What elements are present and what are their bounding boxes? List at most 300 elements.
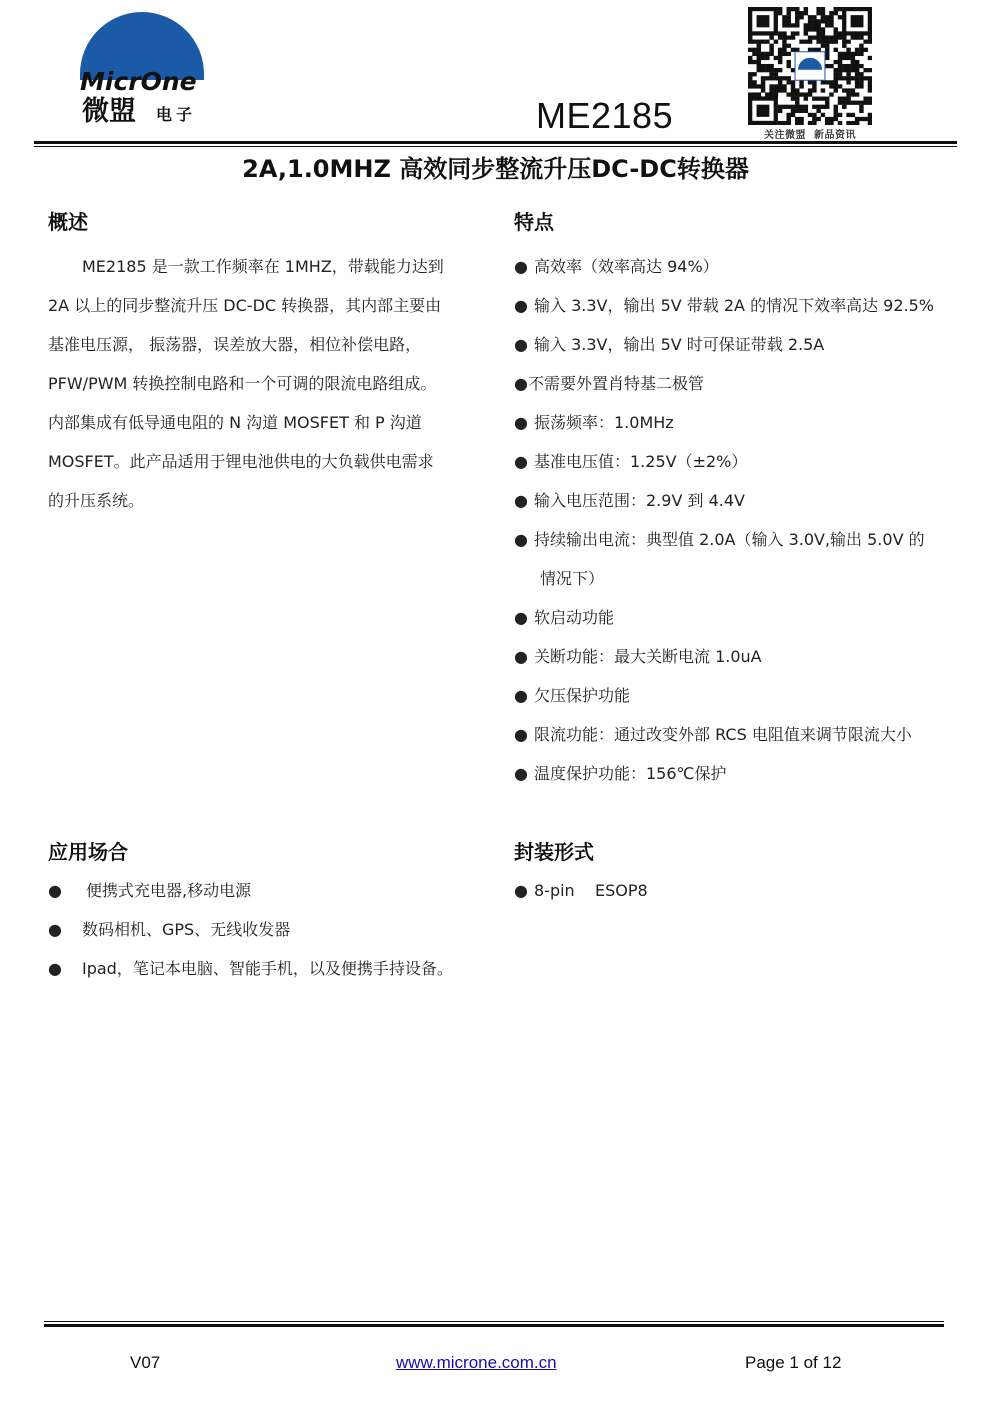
qr-module bbox=[846, 72, 850, 76]
bullet: ● bbox=[48, 920, 62, 939]
qr-module bbox=[838, 84, 842, 88]
package-item bbox=[514, 880, 648, 902]
qr-module bbox=[812, 15, 816, 19]
qr-module bbox=[868, 76, 872, 80]
overview-line: ME2185 是一款工作频率在 1MHZ，带载能力达到 bbox=[82, 257, 444, 276]
qr-module bbox=[834, 40, 838, 44]
qr-module bbox=[846, 56, 850, 60]
qr-module bbox=[748, 35, 752, 39]
qr-module bbox=[842, 52, 846, 56]
feature-item-continuation bbox=[540, 568, 604, 590]
bullet: ● bbox=[48, 959, 62, 978]
qr-module bbox=[842, 101, 846, 105]
qr-module bbox=[774, 40, 778, 44]
qr-module bbox=[782, 76, 786, 80]
qr-module bbox=[782, 23, 786, 27]
qr-module bbox=[842, 35, 846, 39]
qr-module bbox=[757, 64, 761, 68]
qr-module bbox=[752, 48, 756, 52]
qr-module bbox=[846, 68, 850, 72]
qr-module bbox=[799, 117, 803, 121]
qr-module bbox=[838, 101, 842, 105]
bullet: ● bbox=[514, 257, 528, 276]
qr-module bbox=[859, 101, 863, 105]
qr-module bbox=[859, 52, 863, 56]
qr-module bbox=[795, 19, 799, 23]
qr-module bbox=[791, 23, 795, 27]
footer-page-number: Page 1 of 12 bbox=[745, 1353, 842, 1372]
qr-module bbox=[838, 35, 842, 39]
feature-text: 输入 3.3V，输出 5V 带载 2A 的情况下效率高达 92.5% bbox=[534, 296, 934, 315]
feature-text: 关断功能：最大关断电流 1.0uA bbox=[534, 647, 762, 666]
qr-module bbox=[778, 56, 782, 60]
qr-module bbox=[859, 44, 863, 48]
qr-module bbox=[786, 44, 790, 48]
qr-module bbox=[846, 80, 850, 84]
qr-module bbox=[851, 92, 855, 96]
qr-module bbox=[761, 80, 765, 84]
qr-module bbox=[804, 7, 808, 11]
qr-module bbox=[757, 92, 761, 96]
qr-module bbox=[786, 7, 790, 11]
qr-module bbox=[752, 80, 756, 84]
qr-module bbox=[804, 92, 808, 96]
qr-module bbox=[842, 40, 846, 44]
qr-module bbox=[774, 72, 778, 76]
qr-module bbox=[804, 11, 808, 15]
qr-module bbox=[863, 117, 867, 121]
qr-module bbox=[786, 19, 790, 23]
qr-module bbox=[786, 80, 790, 84]
qr-module bbox=[821, 27, 825, 31]
qr-module bbox=[859, 109, 863, 113]
qr-module bbox=[799, 80, 803, 84]
qr-module bbox=[838, 7, 842, 11]
header-rule-top bbox=[34, 141, 957, 144]
qr-module bbox=[846, 92, 850, 96]
qr-module bbox=[808, 92, 812, 96]
qr-module bbox=[863, 48, 867, 52]
qr-module bbox=[808, 121, 812, 125]
qr-module bbox=[799, 11, 803, 15]
qr-module bbox=[765, 68, 769, 72]
qr-module bbox=[778, 105, 782, 109]
qr-module bbox=[851, 56, 855, 60]
qr-module bbox=[838, 52, 842, 56]
qr-module bbox=[791, 97, 795, 101]
bullet: ● bbox=[514, 296, 528, 315]
qr-module bbox=[786, 113, 790, 117]
qr-module bbox=[816, 40, 820, 44]
qr-module bbox=[834, 109, 838, 113]
qr-module bbox=[855, 84, 859, 88]
qr-module bbox=[748, 40, 752, 44]
qr-module bbox=[825, 44, 829, 48]
qr-module bbox=[842, 44, 846, 48]
qr-module bbox=[834, 72, 838, 76]
qr-module bbox=[816, 19, 820, 23]
qr-module bbox=[851, 35, 855, 39]
feature-text: 限流功能：通过改变外部 RCS 电阻值来调节限流大小 bbox=[534, 725, 912, 744]
qr-module bbox=[863, 76, 867, 80]
qr-module bbox=[795, 88, 799, 92]
qr-module bbox=[774, 76, 778, 80]
qr-module bbox=[812, 117, 816, 121]
qr-module bbox=[761, 52, 765, 56]
feature-item bbox=[514, 685, 630, 707]
bullet: ● bbox=[514, 725, 528, 744]
qr-module bbox=[851, 60, 855, 64]
qr-module bbox=[842, 76, 846, 80]
qr-module bbox=[863, 97, 867, 101]
features-heading: 特点 bbox=[514, 210, 554, 234]
qr-module bbox=[821, 113, 825, 117]
qr-module bbox=[799, 105, 803, 109]
qr-module bbox=[757, 84, 761, 88]
qr-module bbox=[752, 92, 756, 96]
qr-module bbox=[752, 60, 756, 64]
qr-module bbox=[816, 97, 820, 101]
qr-module bbox=[778, 109, 782, 113]
qr-module bbox=[752, 72, 756, 76]
qr-module bbox=[868, 121, 872, 125]
qr-module bbox=[769, 64, 773, 68]
qr-code[interactable] bbox=[748, 7, 872, 125]
qr-module bbox=[778, 88, 782, 92]
application-text: Ipad，笔记本电脑、智能手机，以及便携手持设备。 bbox=[82, 959, 453, 978]
bullet: ● bbox=[514, 335, 528, 354]
qr-module bbox=[786, 35, 790, 39]
qr-module bbox=[834, 117, 838, 121]
qr-module bbox=[808, 113, 812, 117]
qr-module bbox=[842, 64, 846, 68]
qr-module bbox=[851, 88, 855, 92]
feature-item bbox=[514, 334, 824, 356]
qr-module bbox=[825, 23, 829, 27]
qr-module bbox=[851, 76, 855, 80]
qr-module bbox=[868, 40, 872, 44]
qr-module bbox=[795, 101, 799, 105]
qr-module bbox=[769, 88, 773, 92]
footer-website-link[interactable]: www.microne.com.cn bbox=[396, 1353, 557, 1372]
qr-module bbox=[821, 19, 825, 23]
qr-module bbox=[804, 40, 808, 44]
qr-module bbox=[791, 92, 795, 96]
qr-module bbox=[812, 84, 816, 88]
qr-module bbox=[808, 15, 812, 19]
qr-module bbox=[834, 113, 838, 117]
qr-module bbox=[757, 44, 761, 48]
qr-module bbox=[786, 15, 790, 19]
qr-module bbox=[769, 84, 773, 88]
qr-module bbox=[761, 84, 765, 88]
qr-module bbox=[786, 23, 790, 27]
qr-module bbox=[791, 7, 795, 11]
feature-item bbox=[514, 724, 912, 746]
qr-module bbox=[816, 11, 820, 15]
qr-module bbox=[851, 113, 855, 117]
qr-module bbox=[748, 72, 752, 76]
overview-heading: 概述 bbox=[48, 210, 88, 234]
qr-module bbox=[838, 15, 842, 19]
qr-module bbox=[769, 52, 773, 56]
qr-module bbox=[761, 64, 765, 68]
qr-module bbox=[769, 44, 773, 48]
qr-module bbox=[786, 105, 790, 109]
qr-module bbox=[868, 56, 872, 60]
qr-module bbox=[778, 52, 782, 56]
qr-module bbox=[804, 105, 808, 109]
model-number: ME2185 bbox=[536, 95, 674, 136]
qr-module bbox=[868, 88, 872, 92]
qr-module bbox=[765, 56, 769, 60]
qr-module bbox=[829, 84, 833, 88]
feature-text: 输入电压范围：2.9V 到 4.4V bbox=[534, 491, 745, 510]
qr-module bbox=[829, 19, 833, 23]
feature-item bbox=[514, 646, 762, 668]
footer-version: V07 bbox=[130, 1353, 161, 1372]
qr-module bbox=[769, 92, 773, 96]
qr-module bbox=[825, 56, 829, 60]
qr-module bbox=[842, 56, 846, 60]
qr-module bbox=[842, 105, 846, 109]
qr-module bbox=[825, 64, 829, 68]
feature-text: 情况下） bbox=[540, 569, 605, 588]
qr-module bbox=[859, 84, 863, 88]
qr-finder-center bbox=[851, 15, 864, 27]
qr-module bbox=[834, 48, 838, 52]
qr-module bbox=[795, 92, 799, 96]
bullet: ● bbox=[48, 881, 62, 900]
qr-module bbox=[808, 23, 812, 27]
qr-module bbox=[812, 121, 816, 125]
qr-module bbox=[791, 105, 795, 109]
qr-module bbox=[757, 52, 761, 56]
qr-module bbox=[765, 40, 769, 44]
qr-module bbox=[821, 7, 825, 11]
qr-module bbox=[748, 56, 752, 60]
qr-module bbox=[838, 68, 842, 72]
qr-module bbox=[855, 64, 859, 68]
qr-module bbox=[795, 11, 799, 15]
qr-module bbox=[842, 88, 846, 92]
qr-module bbox=[812, 23, 816, 27]
qr-module bbox=[821, 44, 825, 48]
qr-module bbox=[812, 35, 816, 39]
qr-module bbox=[868, 97, 872, 101]
qr-module bbox=[868, 117, 872, 121]
qr-module bbox=[846, 64, 850, 68]
qr-module bbox=[752, 52, 756, 56]
qr-module bbox=[748, 76, 752, 80]
qr-module bbox=[829, 64, 833, 68]
qr-module bbox=[834, 80, 838, 84]
qr-module bbox=[757, 68, 761, 72]
qr-module bbox=[829, 23, 833, 27]
qr-module bbox=[799, 40, 803, 44]
qr-module bbox=[778, 84, 782, 88]
bullet: ● bbox=[514, 686, 528, 705]
qr-module bbox=[778, 68, 782, 72]
qr-module bbox=[778, 60, 782, 64]
svg-text:微盟: 微盟 bbox=[82, 96, 136, 127]
svg-text:MicrOne: MicrOne bbox=[80, 67, 197, 96]
overview-line: 基准电压源， 振荡器，误差放大器，相位补偿电路， bbox=[48, 335, 422, 354]
qr-module bbox=[774, 92, 778, 96]
qr-module bbox=[804, 23, 808, 27]
application-item bbox=[48, 919, 290, 941]
qr-module bbox=[782, 31, 786, 35]
microne-logo-graphic bbox=[76, 8, 208, 128]
qr-module bbox=[812, 80, 816, 84]
qr-module bbox=[846, 121, 850, 125]
qr-module bbox=[812, 113, 816, 117]
qr-module bbox=[859, 48, 863, 52]
qr-module bbox=[855, 52, 859, 56]
qr-module bbox=[799, 15, 803, 19]
qr-module bbox=[829, 40, 833, 44]
qr-module bbox=[786, 64, 790, 68]
header-rule-bottom bbox=[34, 146, 957, 147]
bullet: ● bbox=[514, 530, 528, 549]
qr-module bbox=[752, 40, 756, 44]
qr-module bbox=[829, 35, 833, 39]
qr-module bbox=[834, 35, 838, 39]
qr-module bbox=[829, 15, 833, 19]
qr-module bbox=[757, 56, 761, 60]
qr-module bbox=[778, 48, 782, 52]
qr-module bbox=[812, 105, 816, 109]
qr-module bbox=[855, 117, 859, 121]
qr-module bbox=[838, 76, 842, 80]
qr-module bbox=[829, 80, 833, 84]
qr-module bbox=[846, 101, 850, 105]
overview-line: PFW/PWM 转换控制电路和一个可调的限流电路组成。 bbox=[48, 374, 437, 393]
qr-module bbox=[855, 68, 859, 72]
qr-module bbox=[851, 68, 855, 72]
qr-module bbox=[855, 60, 859, 64]
qr-module bbox=[795, 15, 799, 19]
qr-module bbox=[774, 84, 778, 88]
qr-module bbox=[808, 40, 812, 44]
qr-module bbox=[855, 48, 859, 52]
qr-module bbox=[834, 68, 838, 72]
qr-module bbox=[804, 97, 808, 101]
qr-module bbox=[868, 113, 872, 117]
company-logo bbox=[76, 8, 208, 128]
document-title: 2A,1.0MHZ 高效同步整流升压DC-DC转换器 bbox=[242, 155, 749, 183]
qr-module bbox=[859, 64, 863, 68]
qr-module bbox=[829, 92, 833, 96]
qr-module bbox=[761, 68, 765, 72]
qr-module bbox=[825, 117, 829, 121]
qr-module bbox=[791, 88, 795, 92]
package-text: 8-pin ESOP8 bbox=[534, 881, 648, 900]
qr-module bbox=[851, 101, 855, 105]
qr-module bbox=[855, 76, 859, 80]
qr-module bbox=[799, 121, 803, 125]
application-text: 便携式充电器,移动电源 bbox=[86, 881, 252, 900]
qr-module bbox=[808, 35, 812, 39]
qr-module bbox=[825, 19, 829, 23]
qr-module bbox=[838, 113, 842, 117]
qr-module bbox=[761, 40, 765, 44]
qr-module bbox=[834, 27, 838, 31]
qr-module bbox=[778, 35, 782, 39]
qr-module bbox=[816, 23, 820, 27]
qr-module bbox=[791, 31, 795, 35]
qr-module bbox=[834, 11, 838, 15]
qr-module bbox=[778, 76, 782, 80]
qr-module bbox=[748, 92, 752, 96]
qr-module bbox=[808, 27, 812, 31]
qr-module bbox=[834, 84, 838, 88]
qr-module bbox=[786, 52, 790, 56]
qr-module bbox=[863, 40, 867, 44]
qr-module bbox=[855, 80, 859, 84]
qr-module bbox=[761, 56, 765, 60]
qr-module bbox=[821, 11, 825, 15]
qr-module bbox=[825, 48, 829, 52]
overview-line: 的升压系统。 bbox=[48, 491, 145, 510]
qr-module bbox=[786, 117, 790, 121]
qr-module bbox=[791, 113, 795, 117]
footer-rule-top bbox=[44, 1321, 944, 1322]
qr-module bbox=[816, 109, 820, 113]
qr-module bbox=[778, 31, 782, 35]
qr-module bbox=[761, 88, 765, 92]
feature-item bbox=[514, 763, 727, 785]
qr-module bbox=[769, 68, 773, 72]
qr-module bbox=[765, 76, 769, 80]
qr-module bbox=[778, 11, 782, 15]
overview-line: 内部集成有低导通电阻的 N 沟道 MOSFET 和 P 沟道 bbox=[48, 413, 422, 432]
qr-module bbox=[791, 84, 795, 88]
footer-rule-bottom bbox=[44, 1324, 944, 1327]
qr-module bbox=[838, 64, 842, 68]
qr-module bbox=[851, 121, 855, 125]
bullet: ● bbox=[514, 647, 528, 666]
qr-module bbox=[804, 31, 808, 35]
feature-text: 高效率（效率高达 94%） bbox=[534, 257, 719, 276]
qr-module bbox=[842, 68, 846, 72]
qr-module bbox=[778, 121, 782, 125]
qr-module bbox=[804, 27, 808, 31]
overview-line: MOSFET。此产品适用于锂电池供电的大负载供电需求 bbox=[48, 452, 434, 471]
qr-module bbox=[769, 35, 773, 39]
qr-module bbox=[748, 80, 752, 84]
feature-item bbox=[514, 529, 925, 551]
qr-module bbox=[855, 35, 859, 39]
qr-module bbox=[812, 27, 816, 31]
qr-module bbox=[838, 56, 842, 60]
qr-module bbox=[825, 35, 829, 39]
qr-module bbox=[868, 101, 872, 105]
qr-module bbox=[821, 35, 825, 39]
feature-text: 软启动功能 bbox=[534, 608, 615, 627]
qr-module bbox=[816, 27, 820, 31]
feature-item bbox=[514, 373, 704, 395]
feature-item bbox=[514, 256, 719, 278]
qr-module bbox=[859, 76, 863, 80]
qr-module bbox=[829, 117, 833, 121]
qr-module bbox=[774, 56, 778, 60]
bullet: ● bbox=[514, 452, 528, 471]
qr-module bbox=[825, 80, 829, 84]
qr-module bbox=[855, 92, 859, 96]
qr-module bbox=[834, 7, 838, 11]
overview-line: 2A 以上的同步整流升压 DC-DC 转换器，其内部主要由 bbox=[48, 296, 442, 315]
